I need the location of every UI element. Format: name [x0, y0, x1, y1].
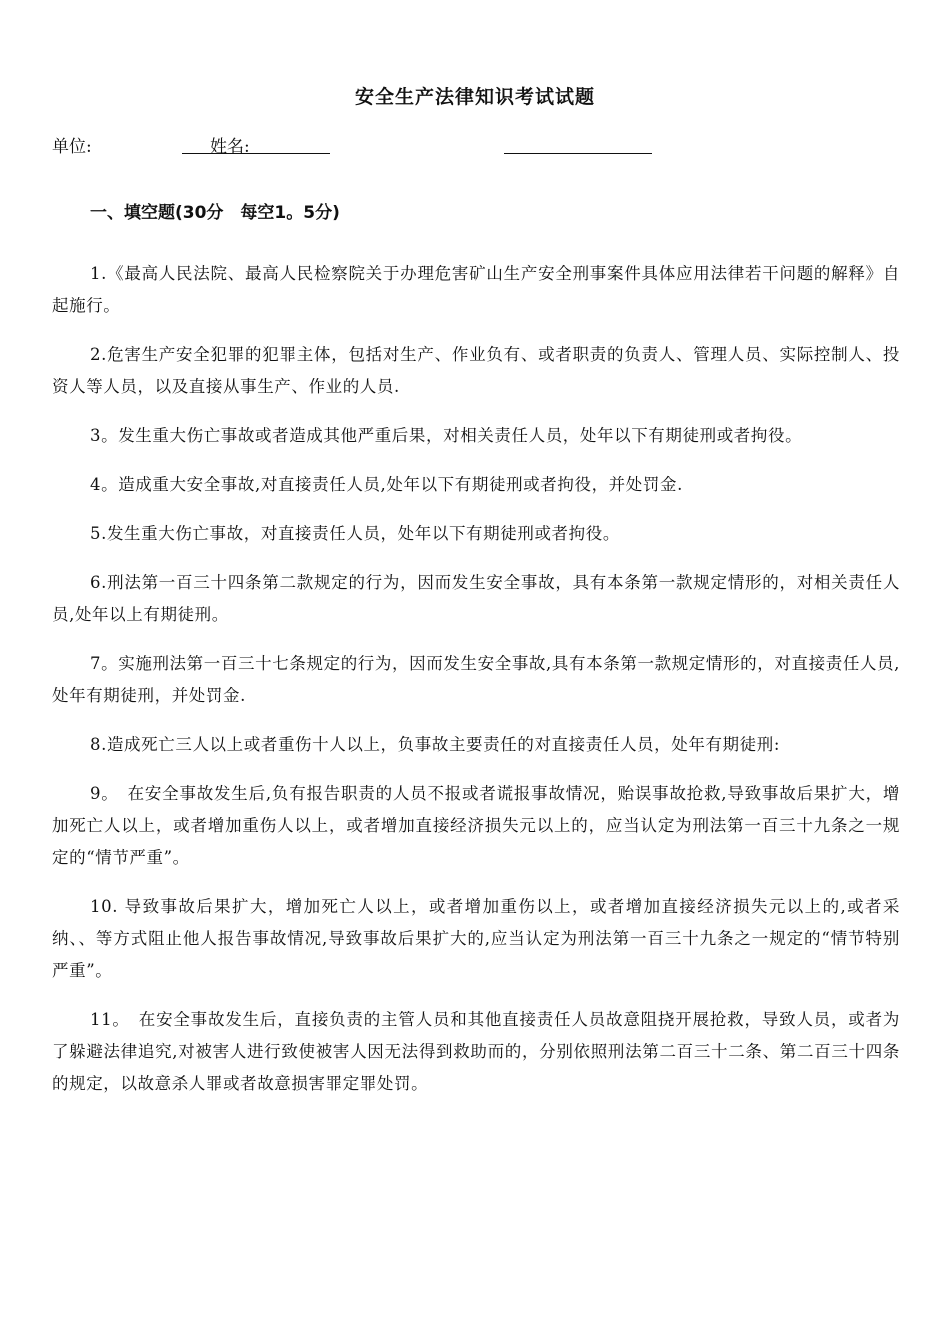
- name-blank-line: [504, 153, 652, 154]
- unit-label: 单位:: [52, 137, 92, 157]
- question-8: 8.造成死亡三人以上或者重伤十人以上，负事故主要责任的对直接责任人员，处年有期徒刑:: [90, 735, 781, 754]
- question-7: 7。实施刑法第一百三十七条规定的行为，因而发生安全事故,具有本条第一款规定情形的，对直接责任人员,处年有期徒刑，并处罚金.: [52, 654, 900, 705]
- question-3: 3。发生重大伤亡事故或者造成其他严重后果，对相关责任人员，处年以下有期徒刑或者拘役。: [90, 426, 803, 445]
- question-1: 1.《最高人民法院、最高人民检察院关于办理危害矿山生产安全刑事案件具体应用法律若干问题的解释》自起施行。: [52, 264, 900, 315]
- question-list: [52, 258, 900, 1117]
- question-11: 11。 在安全事故发生后，直接负责的主管人员和其他直接责任人员故意阻挠开展抢救，导致人员，或者为了躲避法律追究,对被害人进行致使被害人因无法得到救助而的，分别依照刑法第二百三十二条、第二百三十四条的规定，以故意杀人罪或者故意损害罪定罪处罚。: [52, 1010, 900, 1093]
- page-title: 安全生产法律知识考试试题: [354, 86, 595, 108]
- question-2: 2.危害生产安全犯罪的犯罪主体，包括对生产、作业负有、或者职责的负责人、管理人员、实际控制人、投资人等人员，以及直接从事生产、作业的人员.: [52, 345, 900, 396]
- question-4: 4。造成重大安全事故,对直接责任人员,处年以下有期徒刑或者拘役，并处罚金.: [90, 475, 683, 494]
- info-row: [52, 132, 912, 156]
- name-label: 姓名:: [210, 137, 250, 157]
- question-10: 10. 导致事故后果扩大，增加死亡人以上，或者增加重伤以上，或者增加直接经济损失元以上的,或者采纳、、等方式阻止他人报告事故情况,导致事故后果扩大的,应当认定为刑法第一百三十九条之一规定的“情节特别严重”。: [52, 897, 900, 980]
- question-5: 5.发生重大伤亡事故，对直接责任人员，处年以下有期徒刑或者拘役。: [90, 524, 620, 543]
- section-heading-fill-in: 一、填空题(30分 每空1。5分): [90, 203, 340, 223]
- question-6: 6.刑法第一百三十四条第二款规定的行为，因而发生安全事故，具有本条第一款规定情形的，对相关责任人员,处年以上有期徒刑。: [52, 573, 900, 624]
- question-9: 9。 在安全事故发生后,负有报告职责的人员不报或者谎报事故情况，贻误事故抢救,导致事故后果扩大，增加死亡人以上，或者增加重伤人以上，或者增加直接经济损失元以上的，应当认定为刑法第一百三十九条之一规定的“情节严重”。: [52, 784, 900, 867]
- unit-blank-line: [182, 153, 330, 154]
